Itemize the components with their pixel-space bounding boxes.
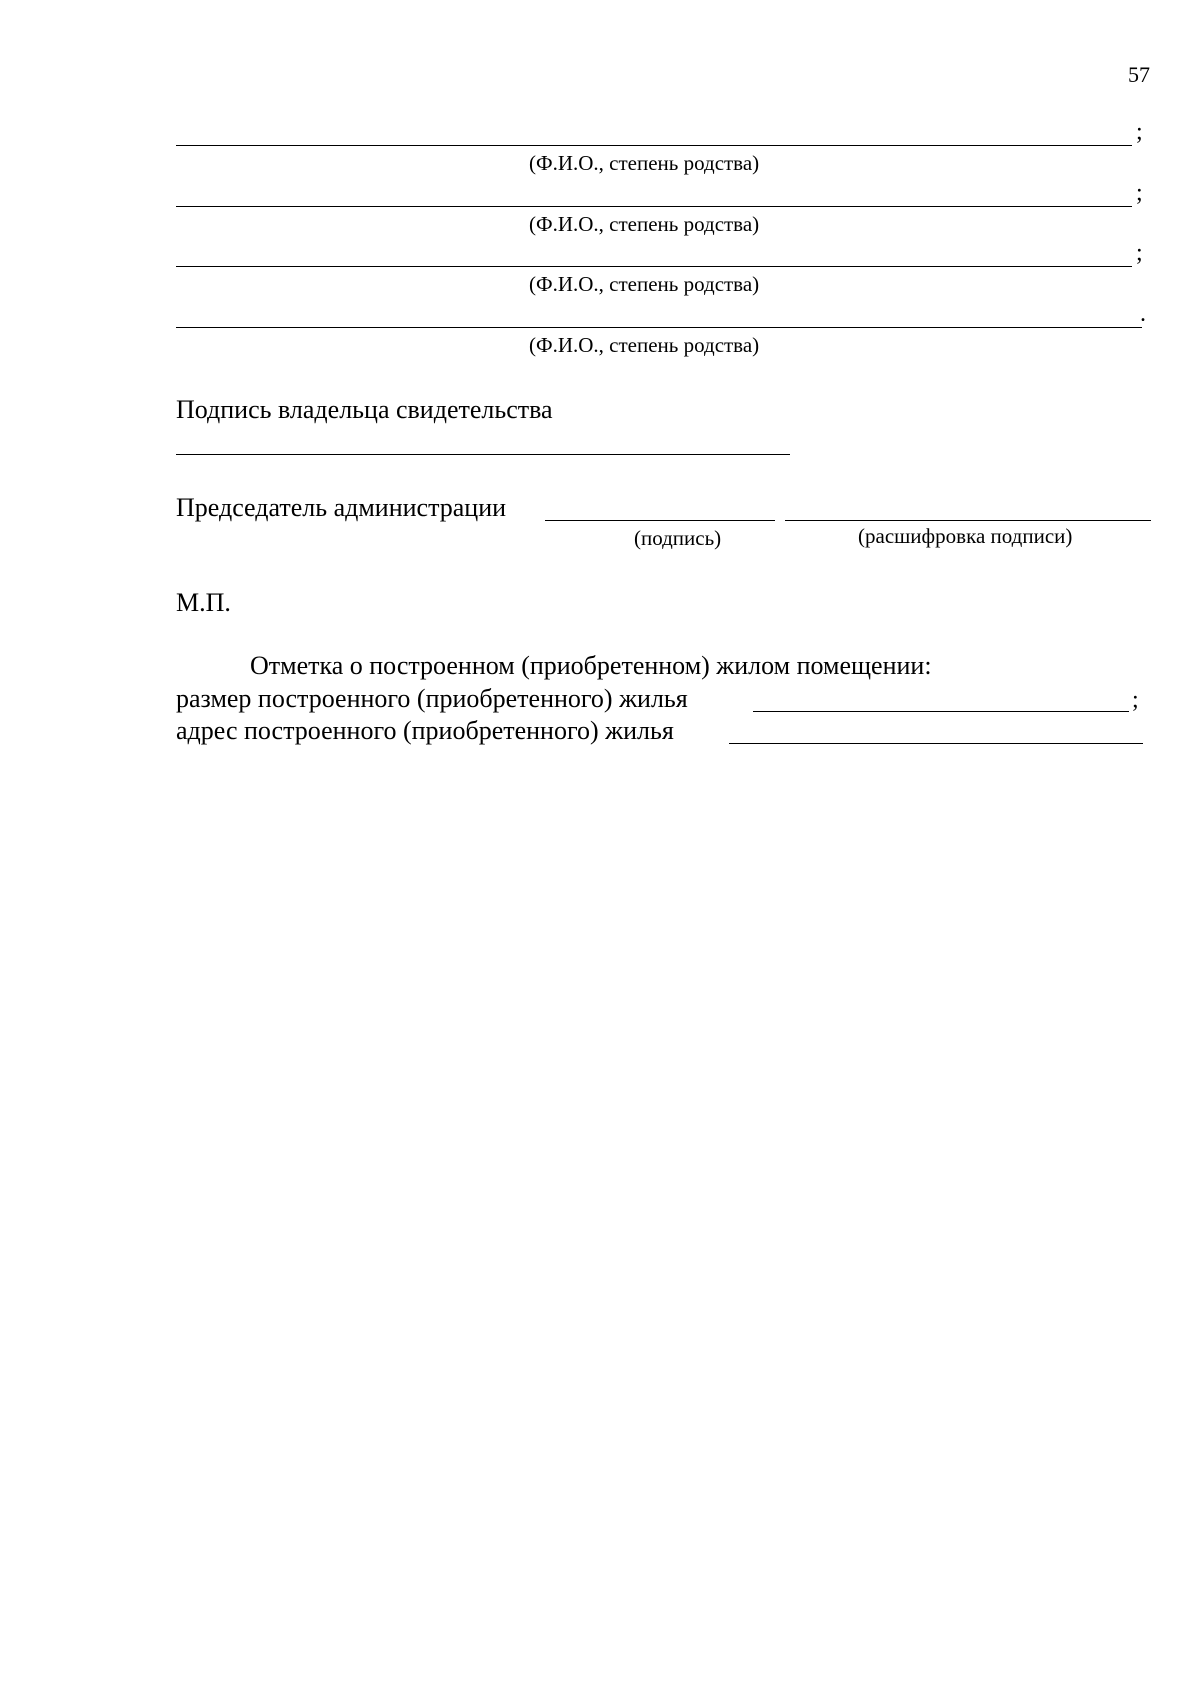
- page-number: 57: [1128, 62, 1150, 87]
- relative-line-3-end-mark: ;: [1136, 240, 1143, 266]
- relative-line-4-end-mark: .: [1140, 301, 1146, 327]
- housing-size-line[interactable]: [753, 711, 1129, 712]
- housing-address-label: адрес построенного (приобретенного) жилья: [176, 716, 674, 745]
- chairman-signature-caption: (подпись): [634, 526, 722, 550]
- relative-caption-3: (Ф.И.О., степень родства): [529, 272, 760, 296]
- relative-caption-4: (Ф.И.О., степень родства): [529, 333, 760, 357]
- chairman-decode-line[interactable]: [785, 520, 1151, 521]
- relative-line-1-end-mark: ;: [1136, 119, 1143, 145]
- relative-line-2[interactable]: [176, 206, 1132, 207]
- housing-address-line[interactable]: [729, 743, 1143, 744]
- chairman-signature-line[interactable]: [545, 520, 775, 521]
- relative-line-4[interactable]: [176, 327, 1142, 328]
- housing-size-end-mark: ;: [1132, 687, 1139, 713]
- relative-caption-2: (Ф.И.О., степень родства): [529, 212, 760, 236]
- owner-signature-line[interactable]: [176, 454, 790, 455]
- housing-size-label: размер построенного (приобретенного) жилья: [176, 684, 688, 713]
- relative-caption-1: (Ф.И.О., степень родства): [529, 151, 760, 175]
- chairman-label: Председатель администрации: [176, 493, 507, 522]
- seal-mark: М.П.: [176, 588, 231, 617]
- relative-line-2-end-mark: ;: [1136, 180, 1143, 206]
- relative-line-1[interactable]: [176, 145, 1132, 146]
- chairman-decode-caption: (расшифровка подписи): [858, 524, 1073, 548]
- housing-note-heading: Отметка о построенном (приобретенном) жилом помещении:: [250, 651, 932, 680]
- relative-line-3[interactable]: [176, 266, 1132, 267]
- owner-signature-label: Подпись владельца свидетельства: [176, 395, 553, 424]
